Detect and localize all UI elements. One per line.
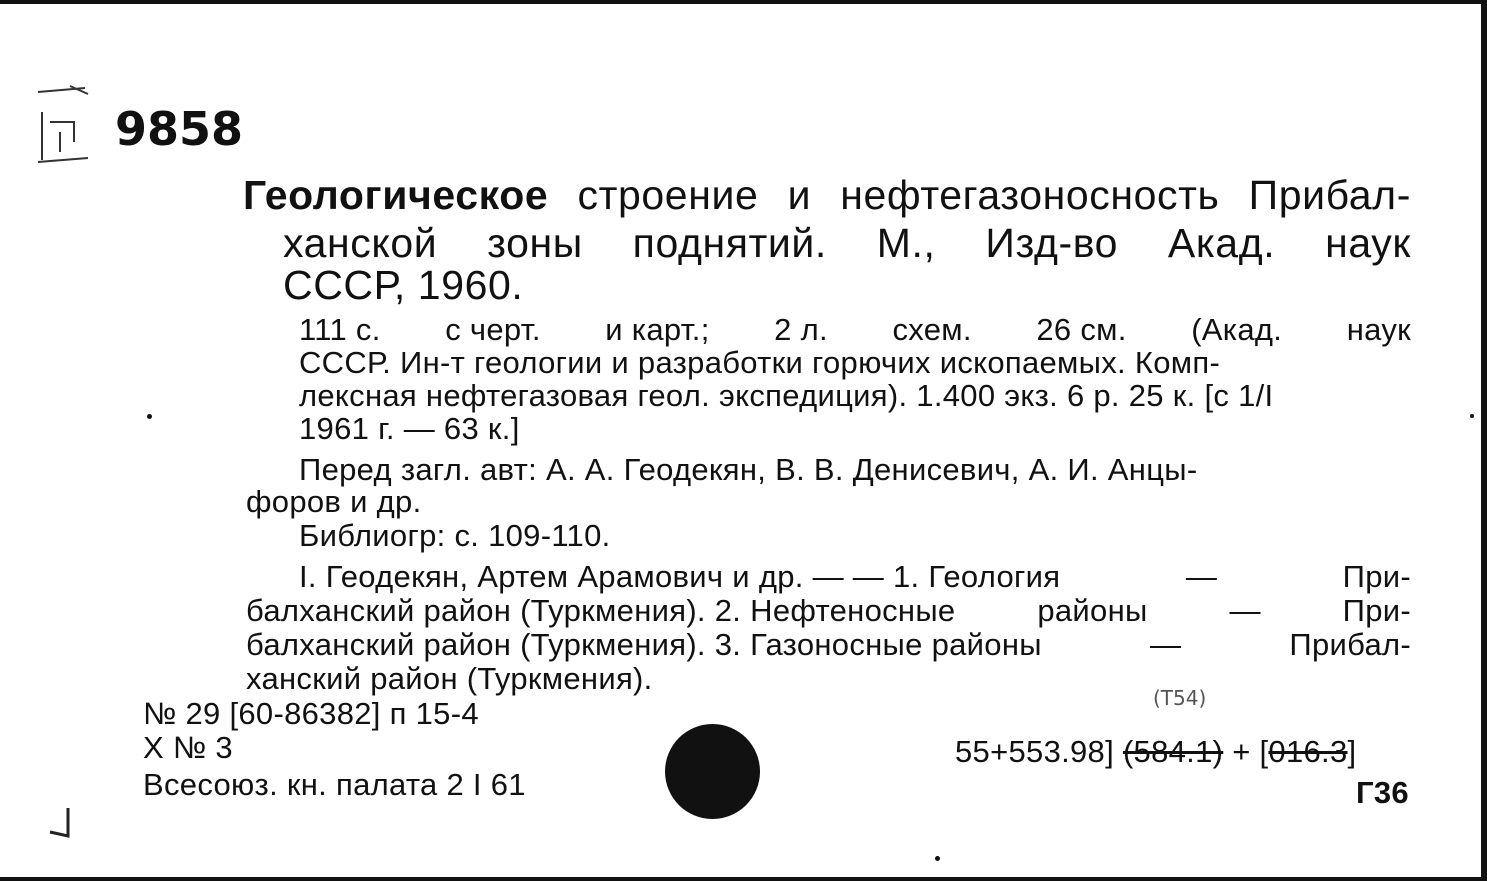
- title-word: Прибал-: [1248, 172, 1411, 218]
- x-number: X № 3: [143, 730, 233, 765]
- authors-line-2: форов и др.: [246, 484, 422, 519]
- subject-text: Прибал-: [1289, 627, 1411, 662]
- title-word: нефтегазоносность: [840, 172, 1220, 218]
- description-item: 2 л.: [774, 312, 828, 347]
- speck: [935, 856, 940, 861]
- subject-text: балханский район (Туркмения). 3. Газоносные районы: [246, 627, 1042, 662]
- subject-text: При-: [1342, 559, 1411, 594]
- description-line-1: [299, 312, 1411, 348]
- subject-text: —: [1149, 627, 1182, 662]
- punch-hole: [665, 724, 760, 819]
- classification-main: 55+553.98]: [955, 734, 1115, 769]
- description-item: 111 с.: [299, 312, 381, 347]
- subject-text: балханский район (Туркмения). 2. Нефтеносные: [246, 593, 956, 628]
- subject-text: I. Геодекян, Артем Арамович и др. — — 1. Геология: [299, 559, 1061, 594]
- title-word: поднятий.: [632, 220, 827, 266]
- subject-text: —: [1185, 559, 1218, 594]
- bibliography: Библиогр: с. 109-110.: [299, 518, 611, 553]
- stamp-mark: [30, 82, 100, 172]
- title-word: строение: [577, 172, 759, 218]
- classification-struck: (584.1): [1122, 734, 1224, 769]
- subject-text: —: [1229, 593, 1261, 628]
- book-chamber: Всесоюз. кн. палата 2 I 61: [143, 767, 526, 802]
- classification-end: ]: [1347, 734, 1357, 769]
- title-word: ханской: [283, 220, 438, 266]
- title-word: наук: [1325, 220, 1411, 266]
- classification: [955, 734, 1356, 770]
- description-item: и карт.;: [605, 312, 710, 347]
- description-item: схем.: [892, 312, 972, 347]
- card-number: 9858: [115, 102, 244, 156]
- description-item: с черт.: [445, 312, 541, 347]
- subject-text: районы: [1037, 593, 1148, 628]
- classification-plus: + [: [1232, 734, 1269, 769]
- title-word: Геологическое: [243, 172, 549, 218]
- title-line-1: [243, 172, 1411, 219]
- description-line-4: 1961 г. — 63 к.]: [299, 411, 520, 446]
- description-line-2: СССР. Ин-т геологии и разработки горючих ископаемых. Комп-: [299, 345, 1221, 380]
- speck: [1470, 414, 1474, 418]
- description-item: (Акад.: [1191, 312, 1283, 347]
- description-item: 26 см.: [1036, 312, 1127, 347]
- pencil-note: (Т54): [1153, 686, 1207, 710]
- title-word: Акад.: [1167, 220, 1276, 266]
- authors-line-1: Перед загл. авт: А. А. Геодекян, В. В. Денисевич, А. И. Анцы-: [299, 452, 1198, 487]
- corner-mark: [28, 802, 88, 852]
- subjects-line-3: [246, 627, 1411, 663]
- description-item: наук: [1346, 312, 1411, 347]
- title-word: Изд-во: [985, 220, 1119, 266]
- classification-struck-2: 016.3: [1268, 734, 1348, 769]
- subjects-line-2: [246, 593, 1411, 629]
- shelf-mark: Г36: [1356, 775, 1409, 810]
- title-line-3: СССР, 1960.: [283, 262, 524, 308]
- subject-text: При-: [1342, 593, 1411, 628]
- description-line-3: лексная нефтегазовая геол. экспедиция). 1.400 экз. 6 р. 25 к. [с 1/I: [299, 378, 1274, 413]
- subjects-line-1: [299, 559, 1411, 595]
- title-line-2: [283, 220, 1411, 267]
- subjects-line-4: ханский район (Туркмения).: [246, 661, 653, 696]
- speck: [147, 414, 152, 419]
- record-number: № 29 [60-86382] п 15-4: [143, 696, 479, 731]
- title-word: и: [787, 172, 812, 218]
- title-word: зоны: [487, 220, 583, 266]
- title-word: М.,: [876, 220, 936, 266]
